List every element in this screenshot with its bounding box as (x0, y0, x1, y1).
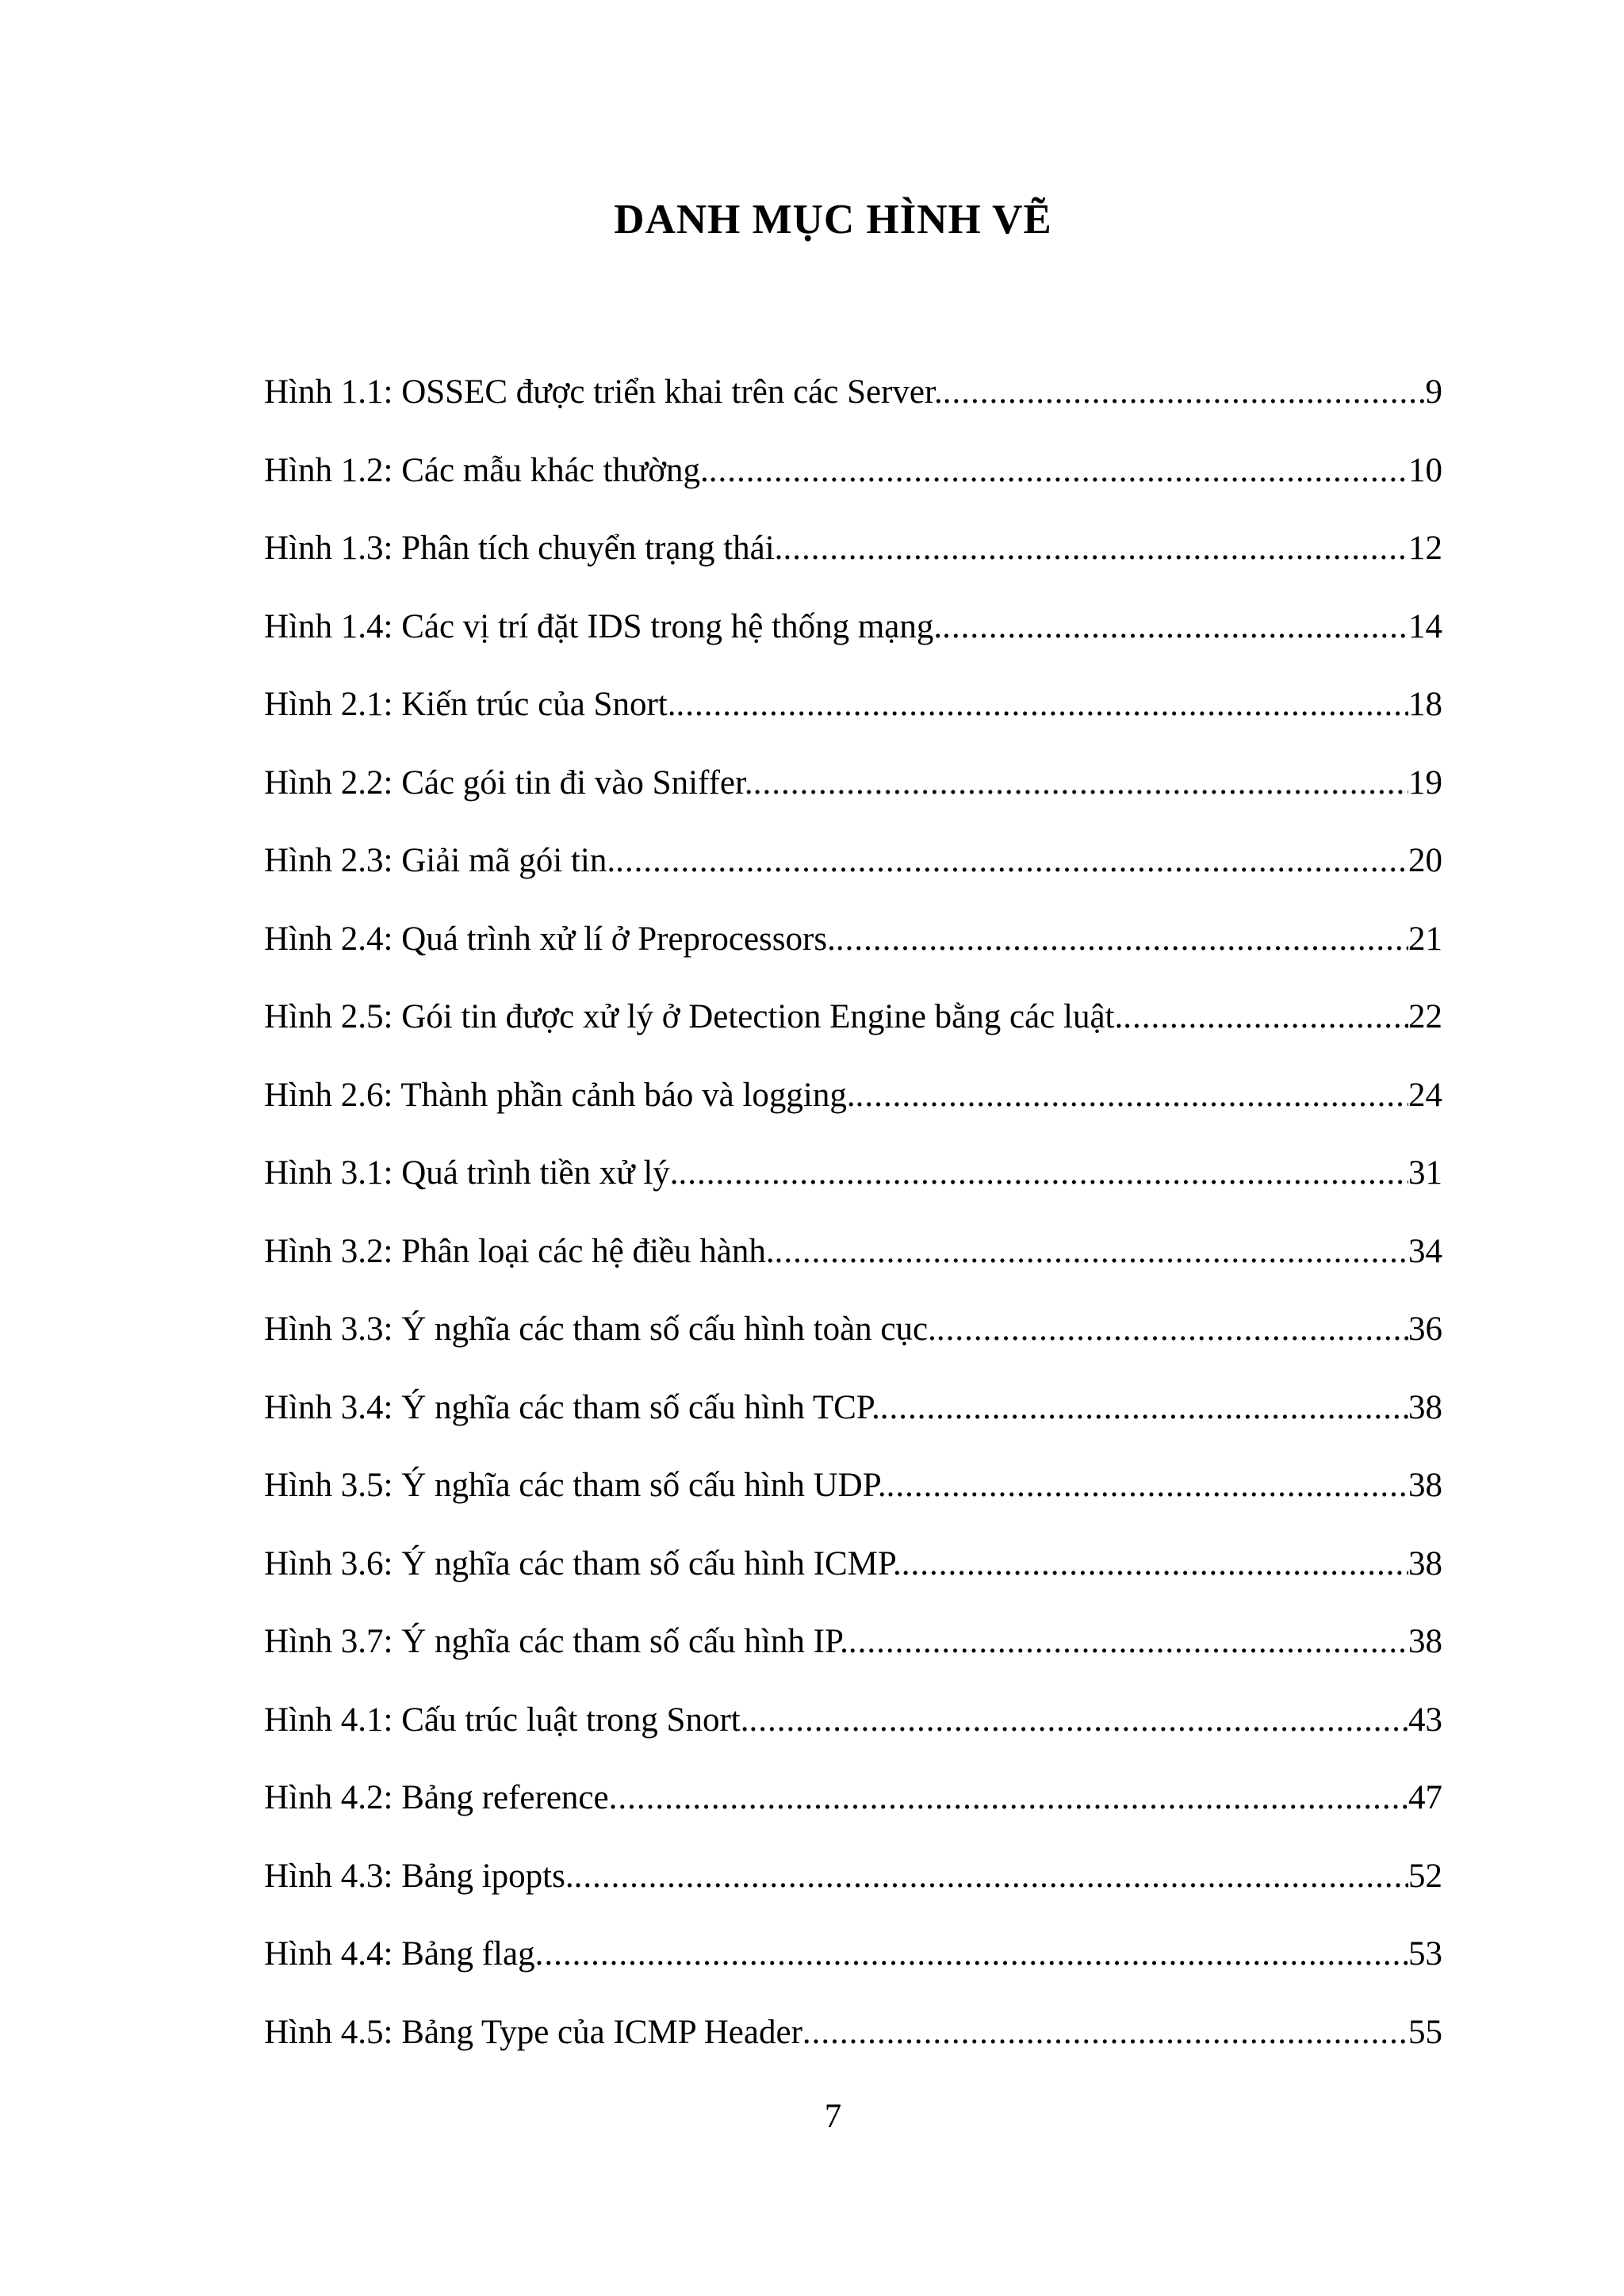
toc-entry-label: Hình 4.2: Bảng reference (264, 1779, 609, 1816)
toc-entry (264, 1384, 1442, 1463)
toc-entry-page: 20 (1408, 842, 1442, 879)
dot-leader (1123, 993, 1408, 1041)
dot-leader (574, 1853, 1408, 1900)
dot-leader (535, 1931, 1408, 1978)
toc-entry-label: Hình 1.3: Phân tích chuyển trạng thái. (264, 530, 783, 567)
toc-entry (264, 760, 1442, 838)
dot-leader (775, 1228, 1408, 1276)
dot-leader (609, 1774, 1408, 1822)
toc-entry (264, 916, 1442, 994)
toc-entry-page: 53 (1408, 1935, 1442, 1973)
dot-leader (802, 2009, 1408, 2057)
toc-entry-label: Hình 2.2: Các gói tin đi vào Sniffer. (264, 763, 753, 802)
toc-entry (264, 1150, 1442, 1228)
toc-entry-label: Hình 3.4: Ý nghĩa các tham số cấu hình TCP. (264, 1388, 880, 1426)
toc-entry-page: 22 (1408, 998, 1442, 1035)
toc-entry-page: 52 (1408, 1857, 1442, 1895)
toc-entry-label: Hình 3.6: Ý nghĩa các tham số cấu hình ICMP. (264, 1544, 902, 1582)
toc-entry-page: 21 (1408, 920, 1442, 958)
toc-entry (264, 525, 1442, 603)
toc-entry-page: 38 (1408, 1623, 1442, 1660)
toc-entry-label: Hình 4.5: Bảng Type của ICMP Header (264, 2013, 802, 2051)
page-title: DANH MỤC HÌNH VẼ (614, 197, 1052, 243)
toc-entry (264, 1072, 1442, 1150)
dot-leader (902, 1540, 1408, 1588)
toc-entry-page: 10 (1408, 451, 1442, 489)
toc-entry-page: 38 (1408, 1544, 1442, 1582)
toc-entry-page: 55 (1408, 2013, 1442, 2051)
dot-leader (880, 1384, 1408, 1432)
toc-entry (264, 2009, 1442, 2087)
toc-entry (264, 1540, 1442, 1619)
toc-entry-label: Hình 2.5: Gói tin được xử lý ở Detection Engine bằng các luật. (264, 998, 1124, 1035)
toc-entry-page: 12 (1408, 530, 1442, 567)
dot-leader (749, 1697, 1409, 1744)
dot-leader (887, 1462, 1408, 1510)
dot-leader (848, 1618, 1408, 1666)
toc-entry-page: 38 (1408, 1388, 1442, 1426)
toc-entry (264, 1462, 1442, 1540)
toc-entry (264, 1697, 1442, 1775)
toc-entry-label: Hình 3.7: Ý nghĩa các tham số cấu hình IP. (264, 1623, 848, 1660)
dot-leader (856, 1072, 1408, 1119)
toc-entry-page: 18 (1408, 686, 1442, 723)
dot-leader (753, 760, 1408, 807)
toc-entry (264, 837, 1442, 916)
toc-entry-label: Hình 3.1: Quá trình tiền xử lý. (264, 1154, 679, 1192)
toc-entry (264, 369, 1442, 447)
toc-entry-label: Hình 2.1: Kiến trúc của Snort. (264, 686, 676, 723)
dot-leader (679, 1150, 1408, 1197)
toc-entry (264, 1853, 1442, 1931)
toc-entry (264, 603, 1442, 682)
toc-entry-page: 36 (1408, 1311, 1442, 1348)
toc-entry (264, 993, 1442, 1072)
toc-entry-page: 9 (1425, 373, 1442, 411)
toc-entry-page: 34 (1408, 1232, 1442, 1270)
toc-entry-page: 43 (1408, 1701, 1442, 1739)
toc-entry (264, 1306, 1442, 1384)
toc-entry-page: 47 (1408, 1779, 1442, 1816)
toc-entry-label: Hình 2.6: Thành phần cảnh báo và logging. (264, 1076, 856, 1114)
toc-entry-label: Hình 2.4: Quá trình xử lí ở Preprocessors. (264, 920, 836, 958)
dot-leader (615, 837, 1408, 885)
toc-entry-label: Hình 3.5: Ý nghĩa các tham số cấu hình UDP. (264, 1467, 887, 1504)
toc-entry (264, 1228, 1442, 1307)
toc-entry-label: Hình 4.3: Bảng ipopts. (264, 1857, 574, 1895)
dot-leader (936, 1306, 1408, 1353)
toc-entry (264, 1774, 1442, 1853)
toc-entry-label: Hình 1.1: OSSEC được triển khai trên các Server. (264, 373, 943, 411)
dot-leader (836, 916, 1408, 963)
dot-leader (942, 603, 1408, 651)
toc-entry-page: 31 (1408, 1154, 1442, 1192)
toc-entry (264, 1618, 1442, 1697)
toc-entry (264, 681, 1442, 760)
toc-entry (264, 447, 1442, 526)
toc-entry-page: 24 (1408, 1076, 1442, 1114)
toc-entry-label: Hình 3.3: Ý nghĩa các tham số cấu hình toàn cục. (264, 1311, 936, 1348)
dot-leader (676, 681, 1409, 729)
page-number: 7 (824, 2098, 842, 2135)
figure-list (264, 369, 1442, 2087)
toc-entry-label: Hình 3.2: Phân loại các hệ điều hành. (264, 1232, 775, 1270)
toc-entry-label: Hình 4.1: Cấu trúc luật trong Snort. (264, 1701, 749, 1739)
toc-entry-label: Hình 1.2: Các mẫu khác thường. (264, 451, 709, 489)
toc-entry-label: Hình 1.4: Các vị trí đặt IDS trong hệ thống mạng. (264, 607, 943, 645)
toc-entry-page: 19 (1408, 763, 1442, 802)
toc-entry (264, 1931, 1442, 2009)
toc-entry-page: 38 (1408, 1467, 1442, 1504)
dot-leader (783, 525, 1408, 572)
toc-entry-page: 14 (1408, 607, 1442, 645)
dot-leader (943, 369, 1426, 416)
dot-leader (709, 447, 1408, 495)
toc-entry-label: Hình 4.4: Bảng flag (264, 1935, 535, 1973)
toc-entry-label: Hình 2.3: Giải mã gói tin. (264, 842, 616, 879)
